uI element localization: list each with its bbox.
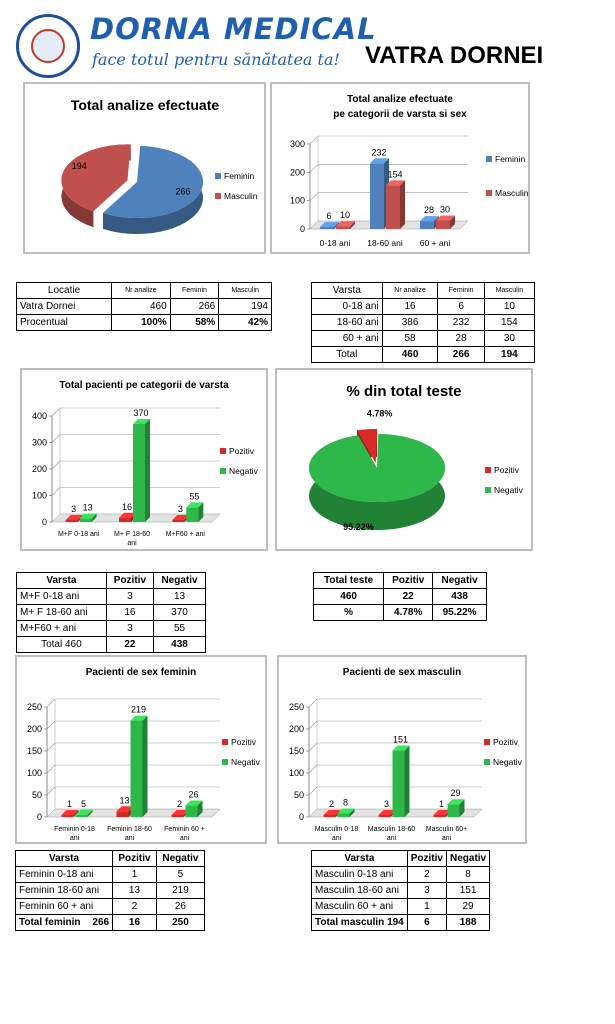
table-cell: 232 xyxy=(438,315,484,331)
table-cell: % xyxy=(314,605,384,621)
table-cell: Procentual xyxy=(17,315,112,331)
bar xyxy=(338,813,350,817)
y-tick-label: 0 xyxy=(41,517,47,527)
y-tick-label: 200 xyxy=(289,167,305,178)
table-cell xyxy=(16,915,113,931)
table-cell: 60 + ani xyxy=(312,331,383,347)
table-cell: 266 xyxy=(438,347,484,363)
header-cell: Nr analize xyxy=(382,283,438,299)
gridline xyxy=(52,461,60,469)
gridline xyxy=(309,765,317,773)
header-cell: Pozitiv xyxy=(113,851,157,867)
header-cell: Negativ xyxy=(156,851,204,867)
header-cell: Negativ xyxy=(446,851,489,867)
table-cell: Feminin 60 + ani xyxy=(16,899,113,915)
y-tick-label: 200 xyxy=(31,464,47,474)
table-cell: 55 xyxy=(154,621,206,637)
y-tick-label: 0 xyxy=(298,812,304,822)
data-label: 3 xyxy=(177,504,183,514)
chart-pacienti-bar xyxy=(22,370,266,549)
data-label: 13 xyxy=(119,795,130,806)
gridline xyxy=(52,488,60,496)
table-row xyxy=(17,637,206,653)
chart-feminin-bar xyxy=(17,657,265,842)
gridline xyxy=(47,721,55,729)
x-tick-label: 18-60 ani xyxy=(367,238,403,248)
bar xyxy=(336,226,350,229)
bar xyxy=(393,751,405,817)
table-cell: 0-18 ani xyxy=(312,299,383,315)
data-label: 13 xyxy=(82,502,93,513)
table-row xyxy=(314,589,487,605)
x-tick-label: ani xyxy=(331,835,342,842)
data-label: 95.22% xyxy=(343,521,374,532)
x-tick-label: 60 + ani xyxy=(419,238,451,248)
header-cell: Nr analize xyxy=(112,283,171,299)
legend-label: Pozitiv xyxy=(493,737,519,747)
x-tick-label: M+F 0-18 ani xyxy=(57,531,100,538)
table-header-row xyxy=(312,851,490,867)
table-cell: 29 xyxy=(446,899,489,915)
bar xyxy=(436,221,450,230)
total-label: Total masculin xyxy=(315,917,385,928)
gridline xyxy=(52,435,60,443)
microscope-icon xyxy=(31,29,65,63)
legend-label: Feminin xyxy=(495,154,526,164)
data-label: 2 xyxy=(176,799,183,809)
header-cell: Total teste xyxy=(314,573,384,589)
header-cell: Varsta xyxy=(312,851,408,867)
legend-label: Negativ xyxy=(494,485,523,495)
table-row xyxy=(312,899,490,915)
bar xyxy=(434,815,446,817)
gridline xyxy=(309,743,317,751)
gridline xyxy=(47,787,55,795)
legend-label: Negativ xyxy=(229,466,258,476)
data-label: 266 xyxy=(175,186,191,197)
data-label: 3 xyxy=(383,799,390,809)
legend-swatch xyxy=(215,193,221,199)
table-cell: 460 xyxy=(112,299,171,315)
header-cell: Feminin xyxy=(170,283,219,299)
gridline xyxy=(309,787,317,795)
x-tick-label: ani xyxy=(69,835,80,842)
x-tick-label: ani xyxy=(386,835,397,842)
x-tick-label: Feminin 60 + xyxy=(164,826,205,833)
x-tick-label: ani xyxy=(179,835,190,842)
bar-side xyxy=(400,180,405,229)
data-label: 151 xyxy=(392,734,409,745)
table-cell: Feminin 0-18 ani xyxy=(16,867,113,883)
bar xyxy=(186,507,198,522)
bar xyxy=(172,815,184,817)
chart-title: % din total teste xyxy=(346,383,462,400)
table-cell: 3 xyxy=(407,883,446,899)
table-total-row xyxy=(312,915,490,931)
table-cell: 42% xyxy=(219,315,272,331)
table-cell: 13 xyxy=(113,883,157,899)
y-tick-label: 0 xyxy=(36,812,42,822)
x-tick-label: Masculin 0-18 xyxy=(314,826,359,833)
city-title: VATRA DORNEI xyxy=(365,42,544,69)
chart-box-teste-pie xyxy=(275,368,533,551)
data-label: 194 xyxy=(71,161,87,172)
table-cell: 188 xyxy=(446,915,489,931)
table-cell: 30 xyxy=(484,331,534,347)
table-masculin xyxy=(311,850,490,931)
legend-label: Negativ xyxy=(231,757,260,767)
data-label: 1 xyxy=(438,799,445,809)
legend-swatch xyxy=(485,487,491,493)
table-cell: 438 xyxy=(154,637,206,653)
chart-varsta-sex-bar xyxy=(272,84,528,252)
bar-side xyxy=(143,716,148,817)
header-cell: Pozitiv xyxy=(407,851,446,867)
table-cell: 95.22% xyxy=(433,605,487,621)
header-cell: Masculin xyxy=(484,283,534,299)
chart-title: Total analize efectuate xyxy=(347,94,453,105)
bar xyxy=(324,815,336,817)
table-cell: 151 xyxy=(446,883,489,899)
table-row xyxy=(16,899,205,915)
table-feminin xyxy=(15,850,205,931)
data-label: 6 xyxy=(326,211,332,221)
legend-swatch xyxy=(220,448,226,454)
table-cell: 22 xyxy=(384,589,433,605)
data-label: 8 xyxy=(342,797,349,808)
x-tick-label: Masculin 18-60 xyxy=(367,826,416,833)
table-header-row xyxy=(314,573,487,589)
gridline xyxy=(47,743,55,751)
legend-label: Negativ xyxy=(493,757,522,767)
header-cell: Locatie xyxy=(17,283,112,299)
header-cell: Negativ xyxy=(433,573,487,589)
data-label: 28 xyxy=(423,205,435,216)
y-tick-label: 250 xyxy=(288,702,304,712)
data-label: 1 xyxy=(66,799,73,809)
header-cell: Pozitiv xyxy=(106,573,153,589)
data-label: 370 xyxy=(133,407,149,418)
table-row xyxy=(312,347,535,363)
table-cell: 266 xyxy=(170,299,219,315)
gridline xyxy=(52,408,60,416)
total-count: 194 xyxy=(387,917,404,928)
chart-title: Total pacienti pe categorii de varsta xyxy=(59,380,229,391)
gridline xyxy=(47,699,55,707)
table-row xyxy=(312,299,535,315)
data-label: 29 xyxy=(450,788,461,799)
data-label: 10 xyxy=(339,210,351,221)
bar xyxy=(386,185,400,229)
bar xyxy=(133,424,145,522)
gridline xyxy=(309,721,317,729)
chart-total-analize-pie xyxy=(25,84,264,252)
table-row xyxy=(17,315,272,331)
chart-box-feminin xyxy=(15,655,267,844)
bar xyxy=(172,520,184,522)
header-cell: Varsta xyxy=(312,283,383,299)
table-cell: M+ F 18-60 ani xyxy=(17,605,107,621)
legend-swatch xyxy=(220,468,226,474)
gridline xyxy=(310,164,318,172)
gridline xyxy=(310,136,318,144)
data-label: 3 xyxy=(71,504,77,514)
header-cell: Varsta xyxy=(16,851,113,867)
chart-title: pe categorii de varsta si sex xyxy=(333,109,467,120)
legend-swatch xyxy=(222,759,228,765)
bar-side xyxy=(405,746,410,817)
logo xyxy=(16,14,80,78)
gridline xyxy=(47,765,55,773)
table-cell: 438 xyxy=(433,589,487,605)
table-cell: 370 xyxy=(154,605,206,621)
table-cell: 8 xyxy=(446,867,489,883)
chart-box-masculin xyxy=(277,655,527,844)
brand-name: DORNA MEDICAL xyxy=(90,12,377,46)
table-row xyxy=(17,299,272,315)
chart-title: Pacienti de sex feminin xyxy=(85,667,197,678)
table-varsta xyxy=(311,282,535,363)
table-cell: 194 xyxy=(484,347,534,363)
table-cell: 460 xyxy=(382,347,438,363)
table-cell: 18-60 ani xyxy=(312,315,383,331)
y-tick-label: 100 xyxy=(31,490,47,501)
table-cell: 460 xyxy=(314,589,384,605)
bar-side xyxy=(145,419,150,522)
header-cell: Masculin xyxy=(219,283,272,299)
table-row xyxy=(16,883,205,899)
bar xyxy=(66,520,78,522)
table-cell: 4.78% xyxy=(384,605,433,621)
bar xyxy=(119,518,131,522)
table-row xyxy=(312,315,535,331)
data-label: 219 xyxy=(130,704,147,715)
legend-label: Masculin xyxy=(495,188,528,198)
table-cell: 13 xyxy=(154,589,206,605)
header-cell: Pozitiv xyxy=(384,573,433,589)
data-label: 4.78% xyxy=(366,408,393,419)
table-cell: 58% xyxy=(170,315,219,331)
table-cell: 6 xyxy=(438,299,484,315)
y-tick-label: 0 xyxy=(299,224,305,234)
legend-label: Feminin xyxy=(224,171,255,181)
table-header-row xyxy=(16,851,205,867)
chart-box-varsta-sex xyxy=(270,82,530,254)
table-row xyxy=(312,867,490,883)
y-tick-label: 150 xyxy=(288,746,304,756)
chart-title: Total analize efectuate xyxy=(70,97,220,113)
header-cell: Feminin xyxy=(438,283,484,299)
bar xyxy=(186,806,198,817)
table-cell: 194 xyxy=(219,299,272,315)
table-cell: 2 xyxy=(407,867,446,883)
table-cell: 6 xyxy=(407,915,446,931)
table-cell: 100% xyxy=(112,315,171,331)
y-tick-label: 100 xyxy=(288,768,304,778)
x-tick-label: M+F60 + ani xyxy=(165,531,205,538)
table-row xyxy=(312,883,490,899)
table-row xyxy=(17,605,206,621)
data-label: 26 xyxy=(188,789,199,800)
table-cell: Total xyxy=(312,347,383,363)
data-label: 154 xyxy=(387,169,403,180)
table-cell: 26 xyxy=(156,899,204,915)
table-cell: Masculin 60 + ani xyxy=(312,899,408,915)
table-header-row xyxy=(312,283,535,299)
table-cell: Vatra Dornei xyxy=(17,299,112,315)
x-tick-label: 0-18 ani xyxy=(319,238,351,248)
table-cell: 1 xyxy=(113,867,157,883)
bar xyxy=(80,519,92,522)
y-tick-label: 50 xyxy=(31,790,42,800)
table-cell: 2 xyxy=(113,899,157,915)
table-cell: 10 xyxy=(484,299,534,315)
bar xyxy=(370,163,384,229)
chart-title: Pacienti de sex masculin xyxy=(342,667,462,678)
chart-box-pacienti xyxy=(20,368,268,551)
table-cell: 58 xyxy=(382,331,438,347)
table-cell: 3 xyxy=(106,621,153,637)
table-cell: 16 xyxy=(382,299,438,315)
bar xyxy=(420,221,434,229)
legend-swatch xyxy=(222,739,228,745)
legend-swatch xyxy=(484,739,490,745)
table-total-row xyxy=(16,915,205,931)
x-tick-label: ani xyxy=(124,835,135,842)
table-cell: 16 xyxy=(113,915,157,931)
bar xyxy=(131,721,143,817)
legend-label: Pozitiv xyxy=(231,737,257,747)
chart-teste-pie xyxy=(277,370,531,549)
x-tick-label: Feminin 18-60 xyxy=(107,826,152,833)
chart-masculin-bar xyxy=(279,657,525,842)
header-cell: Varsta xyxy=(17,573,107,589)
table-teste xyxy=(313,572,487,621)
y-tick-label: 100 xyxy=(289,195,305,206)
slogan: face totul pentru sănătatea ta! xyxy=(92,50,340,69)
table-cell: 28 xyxy=(438,331,484,347)
table-row xyxy=(16,867,205,883)
legend-swatch xyxy=(486,156,492,162)
table-cell xyxy=(312,915,408,931)
table-cell: 219 xyxy=(156,883,204,899)
x-tick-label: Masculin 60+ xyxy=(425,826,468,833)
bar xyxy=(117,811,129,817)
table-header-row xyxy=(17,573,206,589)
chart-box-total-pie xyxy=(23,82,266,254)
x-tick-label: ani xyxy=(441,835,452,842)
table-locatie xyxy=(16,282,272,331)
bar xyxy=(379,815,391,817)
table-cell: 154 xyxy=(484,315,534,331)
data-label: 5 xyxy=(80,798,87,809)
data-label: 232 xyxy=(371,147,387,158)
legend-label: Pozitiv xyxy=(229,446,255,456)
data-label: 30 xyxy=(439,204,451,215)
legend-swatch xyxy=(485,467,491,473)
x-tick-label: M+ F 18-60 xyxy=(114,531,150,538)
total-count: 266 xyxy=(92,917,110,928)
table-header-row xyxy=(17,283,272,299)
table-cell: 5 xyxy=(156,867,204,883)
bar xyxy=(76,815,88,817)
table-cell: 250 xyxy=(156,915,204,931)
y-tick-label: 400 xyxy=(31,411,47,421)
bar xyxy=(320,227,334,229)
table-cell: 22 xyxy=(106,637,153,653)
table-cell: Masculin 18-60 ani xyxy=(312,883,408,899)
x-tick-label: ani xyxy=(127,540,137,547)
y-tick-label: 200 xyxy=(26,724,42,734)
table-cell: Total 460 xyxy=(17,637,107,653)
table-cell: 3 xyxy=(106,589,153,605)
table-pacienti xyxy=(16,572,206,653)
data-label: 2 xyxy=(328,799,335,809)
gridline xyxy=(309,699,317,707)
y-tick-label: 250 xyxy=(26,702,42,712)
table-cell: M+F 0-18 ani xyxy=(17,589,107,605)
table-cell: 1 xyxy=(407,899,446,915)
table-cell: 386 xyxy=(382,315,438,331)
gridline xyxy=(310,193,318,201)
table-cell: Feminin 18-60 ani xyxy=(16,883,113,899)
legend-swatch xyxy=(486,190,492,196)
header-cell: Negativ xyxy=(154,573,206,589)
legend-swatch xyxy=(215,173,221,179)
y-tick-label: 200 xyxy=(288,724,304,734)
table-cell: M+F60 + ani xyxy=(17,621,107,637)
total-label: Total feminin xyxy=(19,917,81,928)
table-row xyxy=(312,331,535,347)
legend-swatch xyxy=(484,759,490,765)
y-tick-label: 150 xyxy=(26,746,42,756)
table-row xyxy=(17,589,206,605)
table-cell: Masculin 0-18 ani xyxy=(312,867,408,883)
y-tick-label: 100 xyxy=(26,768,42,778)
data-label: 16 xyxy=(121,501,133,512)
legend-label: Pozitiv xyxy=(494,465,520,475)
y-tick-label: 300 xyxy=(31,437,47,448)
x-tick-label: Feminin 0-18 xyxy=(54,826,95,833)
table-cell: 16 xyxy=(106,605,153,621)
bar xyxy=(448,804,460,817)
table-row xyxy=(314,605,487,621)
y-tick-label: 300 xyxy=(289,139,305,149)
data-label: 55 xyxy=(189,491,200,502)
bar xyxy=(62,815,74,817)
table-row xyxy=(17,621,206,637)
legend-label: Masculin xyxy=(224,191,258,201)
y-tick-label: 50 xyxy=(293,790,304,800)
